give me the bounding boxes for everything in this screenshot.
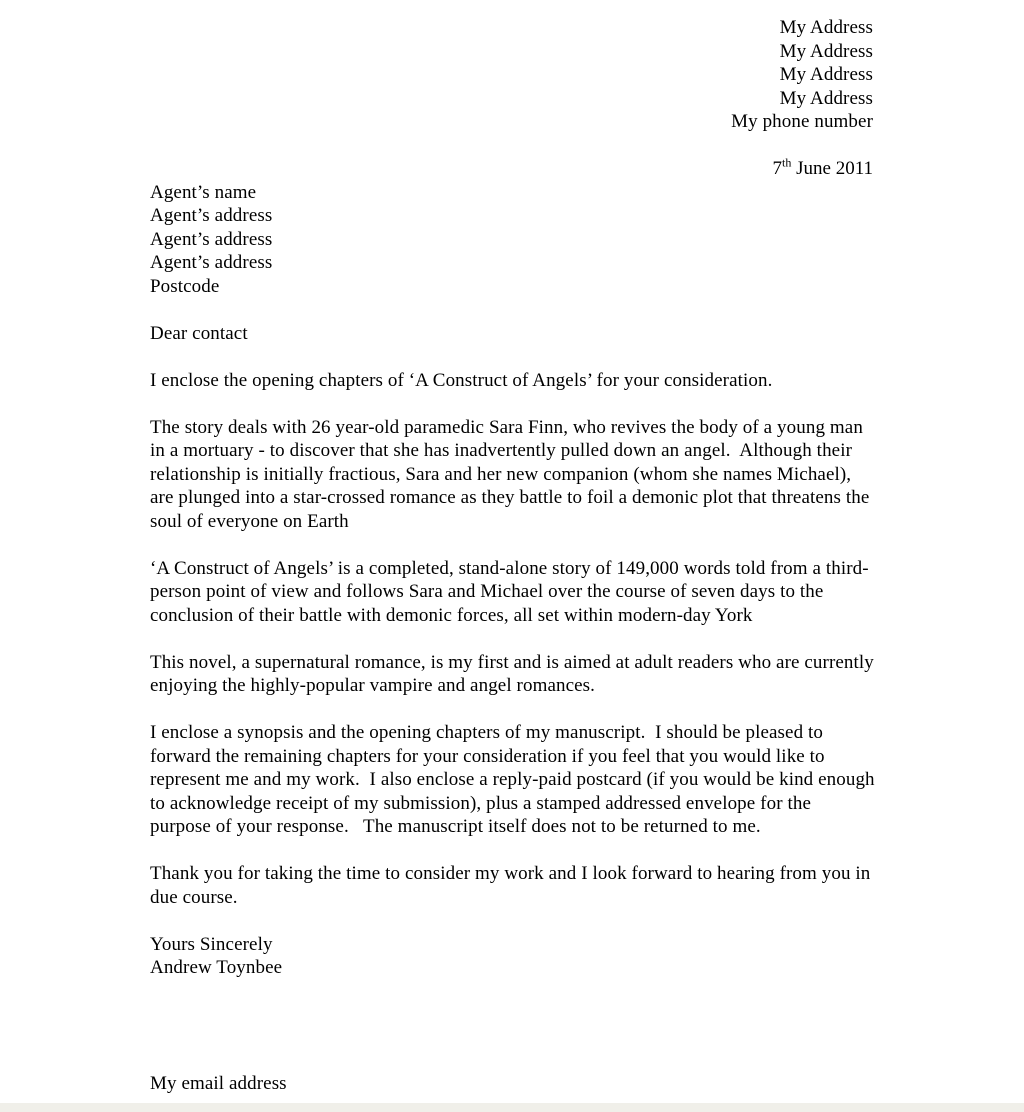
sender-address-line-4: My Address xyxy=(779,87,873,109)
sender-address-line-1: My Address xyxy=(779,17,873,38)
sender-address-block xyxy=(0,16,1024,134)
paragraph-enclosures-list: I enclose a synopsis and the opening chapters of my manuscript. I should be pleased to forward the remaining chapters for your consideration if you feel that you would like to represent me and my work. I also enclose a reply-paid postcard (if you would be kind enough to acknowledge receipt of my submission), plus a stamped addressed envelope for the purpose of your response. The manuscript itself does not to be returned to me. xyxy=(150,722,880,837)
closing-block xyxy=(150,933,1024,980)
paragraph-enclosure-intro: I enclose the opening chapters of ‘A Construct of Angels’ for your consideration. xyxy=(150,369,773,391)
sender-phone-line: My phone number xyxy=(731,111,873,132)
date-day: 7 xyxy=(772,158,783,179)
recipient-address-line-1: Agent’s address xyxy=(150,205,273,226)
recipient-address-block xyxy=(150,181,1024,299)
sender-email-line: My email address xyxy=(150,1072,287,1094)
recipient-address-line-2: Agent’s address xyxy=(150,228,273,250)
recipient-address-line-3: Agent’s address xyxy=(150,252,273,273)
sender-address-line-3: My Address xyxy=(779,64,873,85)
date-ordinal-suffix: th xyxy=(782,155,792,170)
paragraph-manuscript-details: ‘A Construct of Angels’ is a completed, stand-alone story of 149,000 words told from a third-person point of view and follows Sara and Michael over the course of seven days to the conclusion of their battle with demonic forces, all set within modern-day York xyxy=(150,557,869,626)
page-bottom-edge xyxy=(0,1103,1024,1112)
salutation: Dear contact xyxy=(150,322,248,344)
date-month-year: June 2011 xyxy=(791,158,873,179)
recipient-postcode-line: Postcode xyxy=(150,275,220,297)
date-line xyxy=(0,157,1024,181)
paragraph-story-summary: The story deals with 26 year-old paramedic Sara Finn, who revives the body of a young man in a mortuary - to discover that she has inadvertently pulled down an angel. Although their relationship is initially fractious, Sara and her new companion (whom she names Michael), are plunged into a star-crossed romance as they battle to foil a demonic plot that threatens the soul of everyone on Earth xyxy=(150,416,875,532)
sender-address-line-2: My Address xyxy=(779,40,873,62)
signature-name: Andrew Toynbee xyxy=(150,957,283,978)
valediction: Yours Sincerely xyxy=(150,933,273,955)
paragraph-thanks: Thank you for taking the time to consider my work and I look forward to hearing from you in due course. xyxy=(150,863,876,908)
recipient-name-line: Agent’s name xyxy=(150,181,257,203)
paragraph-audience: This novel, a supernatural romance, is my first and is aimed at adult readers who are currently enjoying the highly-popular vampire and angel romances. xyxy=(150,651,879,696)
